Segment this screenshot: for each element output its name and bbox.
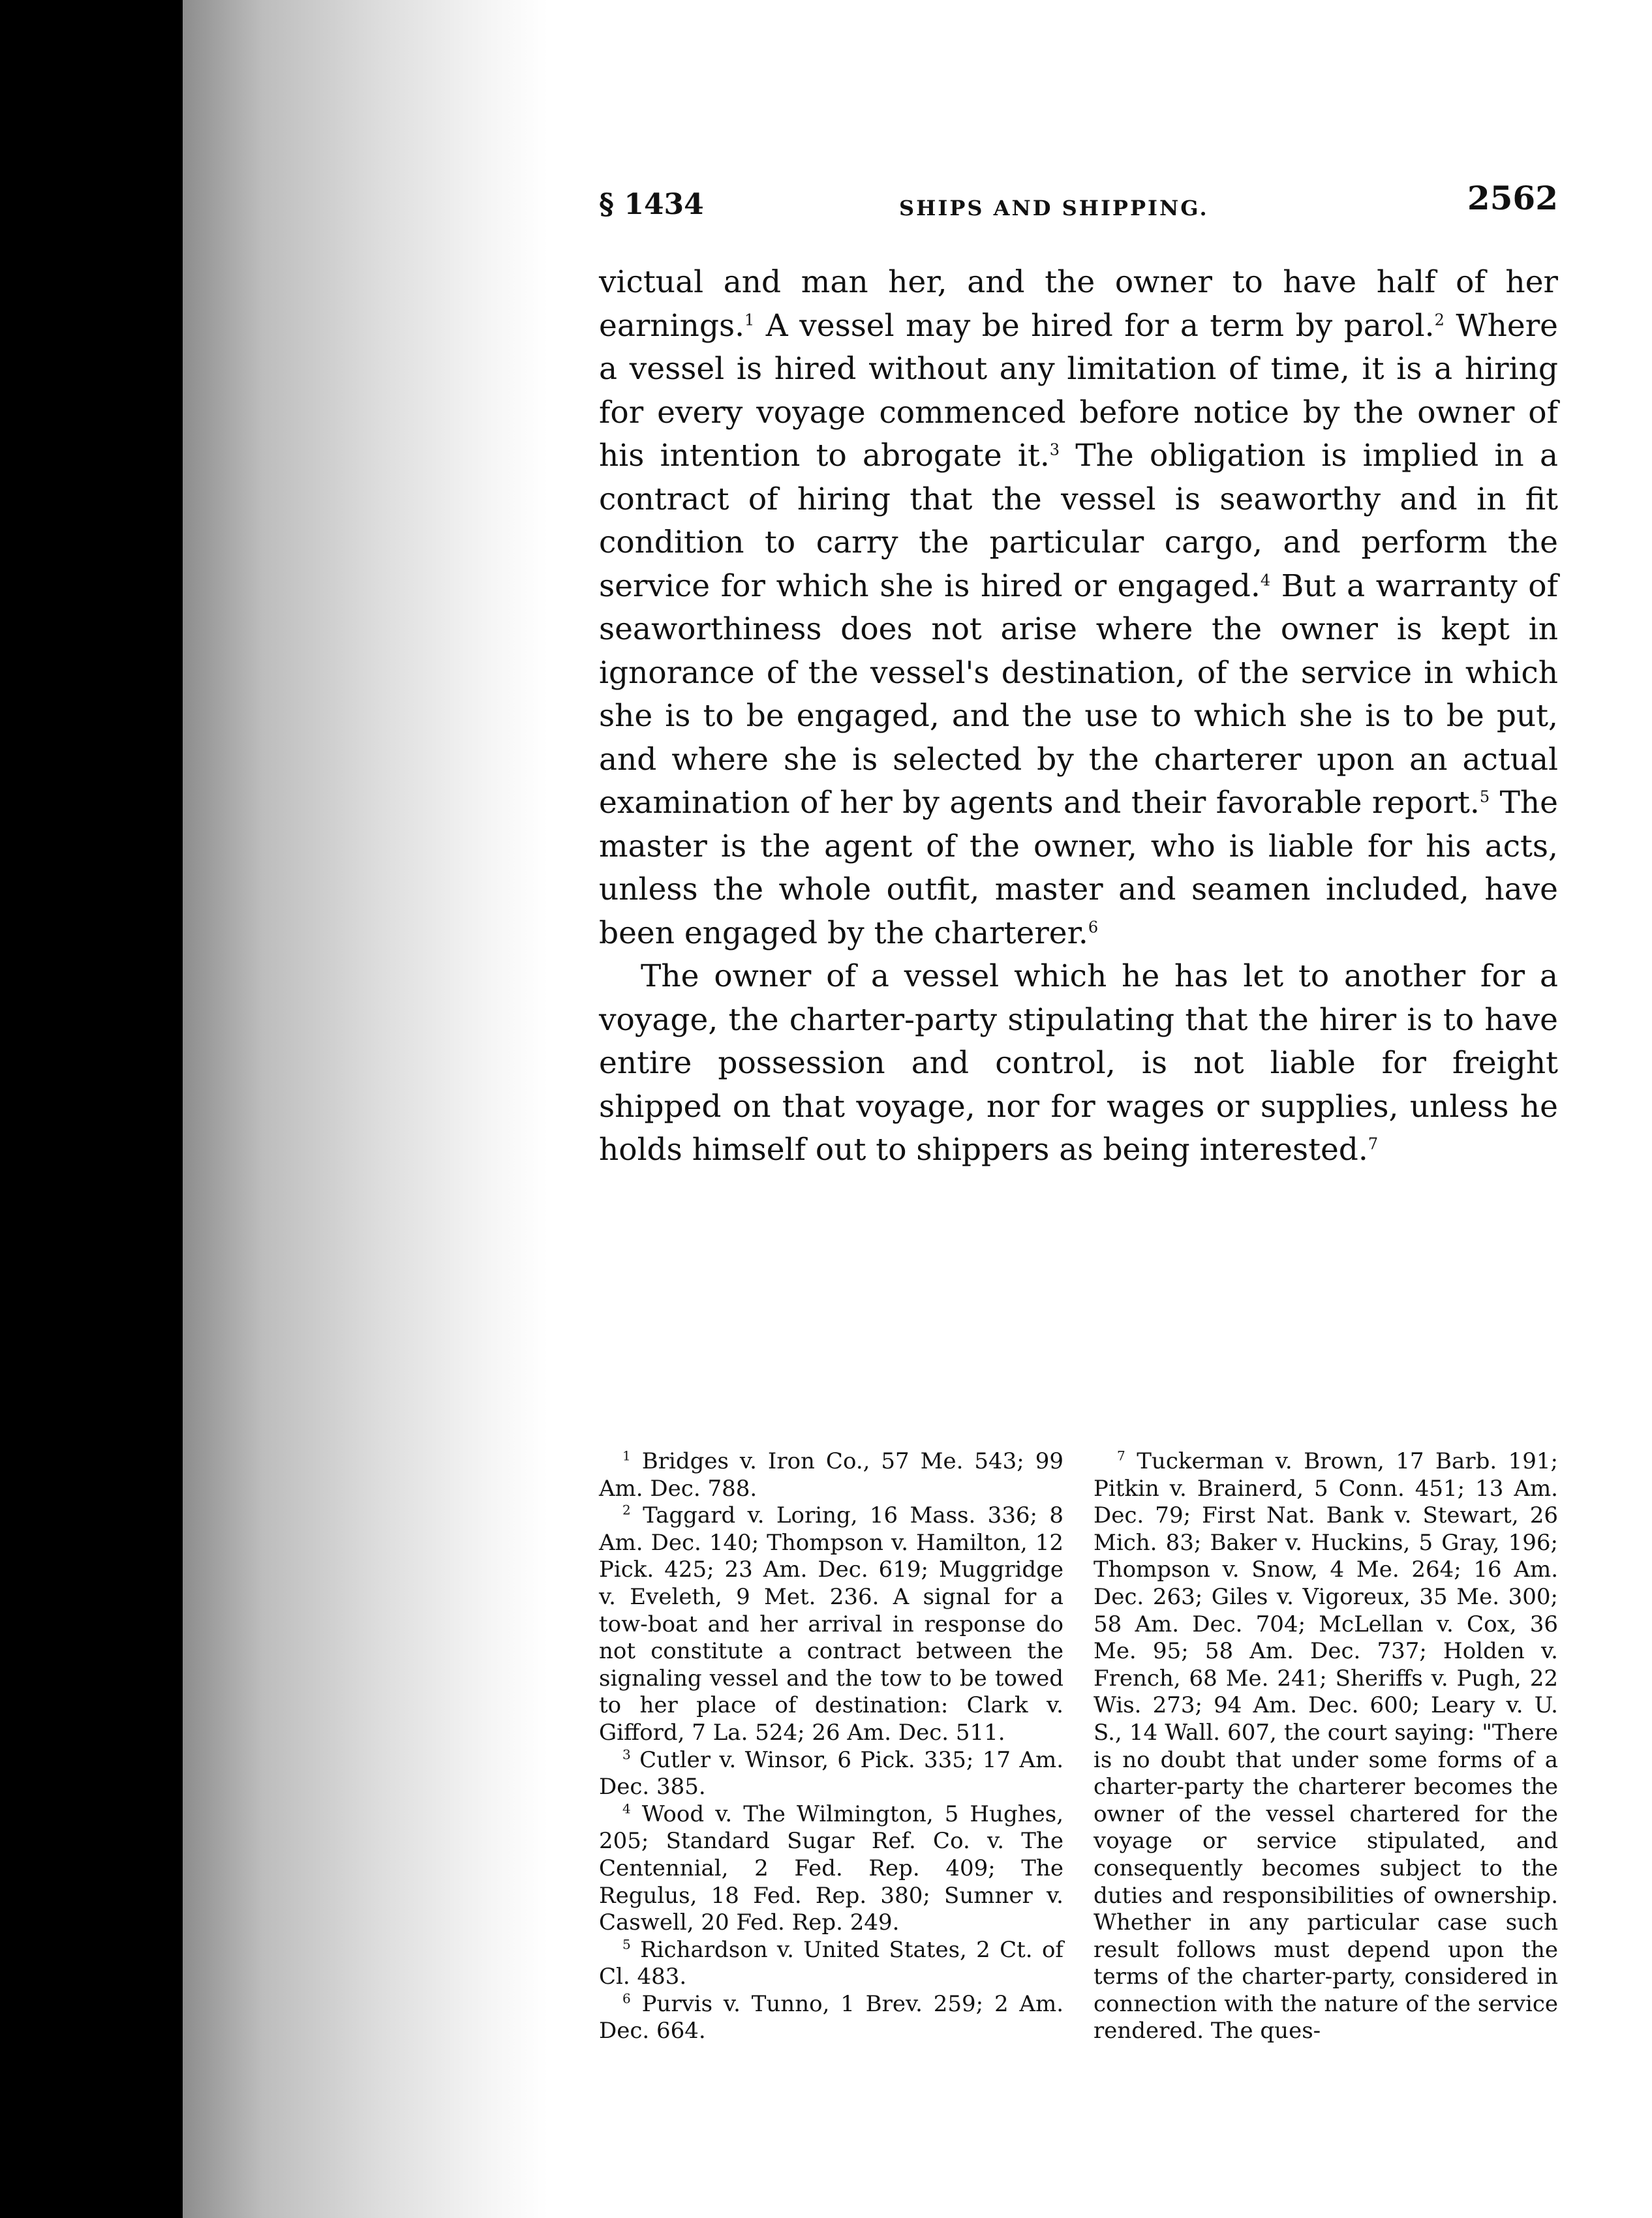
text-run: Where a vessel is hired without any limitation of time, it is a hiring for every voyage commenced before notice by the owner of his intention to abrogate it. [599, 307, 1558, 474]
footnote [599, 1801, 1063, 1937]
footnote [599, 1502, 1063, 1746]
footnote-number: 3 [622, 1746, 631, 1763]
footnote-number: 2 [622, 1502, 631, 1518]
running-title: SHIPS AND SHIPPING. [899, 196, 1209, 220]
footnote-number: 1 [622, 1448, 631, 1464]
footnote-ref: 6 [1088, 917, 1099, 936]
text-run: The master is the agent of the owner, who is liable for his acts, unless the whole outfit, master and seamen included, have been engaged by the charterer. [599, 785, 1559, 951]
footnote-ref: 7 [1368, 1134, 1379, 1153]
footnotes [599, 1448, 1558, 2045]
footnote-ref: 2 [1434, 310, 1445, 329]
running-header [599, 176, 1558, 228]
footnote-ref: 1 [744, 310, 755, 329]
paragraph [599, 955, 1558, 1172]
footnote-text: Wood v. The Wilmington, 5 Hughes, 205; Standard Sugar Ref. Co. v. The Centennial, 2 Fed. Rep. 409; The Regulus, 18 Fed. Rep. 380; Sumner v. Caswell, 20 Fed. Rep. 249. [599, 1800, 1063, 1936]
section-number: § 1434 [599, 188, 704, 221]
page-number: 2562 [1467, 179, 1558, 217]
footnote [599, 1747, 1063, 1801]
page-edge-shadow [183, 0, 548, 2218]
body-text [599, 261, 1558, 1172]
text-run: victual and man her, and the owner to have half of her earnings. [599, 264, 1558, 344]
footnote-text: Tuckerman v. Brown, 17 Barb. 191; Pitkin v. Brainerd, 5 Conn. 451; 13 Am. Dec. 79; First Nat. Bank v. Stewart, 26 Mich. 83; Baker v. Huckins, 5 Gray, 196; Thompson v. Snow, 4 Me. 264; 16 Am. Dec. 263; Giles v. Vigoreux, 35 Me. 300; 58 Am. Dec. 704; McLellan v. Cox, 36 Me. 95; 58 Am. Dec. 737; Holden v. French, 68 Me. 241; Sheriffs v. Pugh, 22 Wis. 273; 94 Am. Dec. 600; Leary v. U. S., 14 Wall. 607, the court saying: "There is no doubt that under some forms of a charter-party the charterer becomes the owner of the vessel chartered for the voyage or service stipulated, and consequently becomes subject to the duties and responsibilities of ownership. Whether in any particular case such result follows must depend upon the terms of the charter-party, considered in connection with the nature of the service rendered. The ques- [1094, 1448, 1558, 2044]
footnote-number: 5 [622, 1936, 631, 1952]
footnote-ref: 5 [1479, 787, 1490, 806]
footnote-text: Richardson v. United States, 2 Ct. of Cl. 483. [599, 1936, 1063, 1990]
footnote-ref: 3 [1049, 440, 1060, 459]
text-run: The owner of a vessel which he has let to another for a voyage, the charter-party stipulating that the hirer is to have entire possession and control, is not liable for freight shipped on that voyage, nor for wages or supplies, unless he holds himself out to shippers as being interested. [599, 958, 1558, 1168]
footnote [599, 1937, 1063, 1991]
footnotes-right-column [1094, 1448, 1558, 2045]
text-run: But a warranty of seaworthiness does not arise where the owner is kept in ignorance of the vessel's destination, of the service in which she is to be engaged, and the use to which she is to be put, and where she is selected by the charterer upon an actual examination of her by agents and their favorable report. [599, 568, 1558, 821]
text-run: A vessel may be hired for a term by parol. [754, 307, 1435, 344]
footnote [1094, 1448, 1558, 2045]
paragraph [599, 261, 1558, 955]
footnote-number: 4 [622, 1800, 631, 1817]
footnote [599, 1448, 1063, 1502]
text-run: The obligation is implied in a contract of hiring that the vessel is seaworthy and in fit condition to carry the particular cargo, and perform the service for which she is hired or engaged. [599, 438, 1558, 604]
text-block [599, 176, 1559, 2044]
footnote-text: Purvis v. Tunno, 1 Brev. 259; 2 Am. Dec. 664. [599, 1990, 1063, 2044]
footnote-ref: 4 [1260, 570, 1271, 589]
footnote-number: 6 [622, 1990, 631, 2007]
footnote-number: 7 [1117, 1448, 1125, 1464]
footnote-text: Taggard v. Loring, 16 Mass. 336; 8 Am. Dec. 140; Thompson v. Hamilton, 12 Pick. 425; 23 Am. Dec. 619; Muggridge v. Eveleth, 9 Met. 236. A signal for a tow-boat and her arrival in response do not constitute a contract between the signaling vessel and the tow to be towed to her place of destination: Clark v. Gifford, 7 La. 524; 26 Am. Dec. 511. [599, 1502, 1063, 1746]
footnotes-left-column [599, 1448, 1063, 2045]
footnote [599, 1991, 1063, 2045]
footnote-text: Bridges v. Iron Co., 57 Me. 543; 99 Am. Dec. 788. [599, 1448, 1063, 1502]
footnote-text: Cutler v. Winsor, 6 Pick. 335; 17 Am. Dec. 385. [599, 1746, 1064, 1800]
scanner-background [0, 0, 189, 2218]
